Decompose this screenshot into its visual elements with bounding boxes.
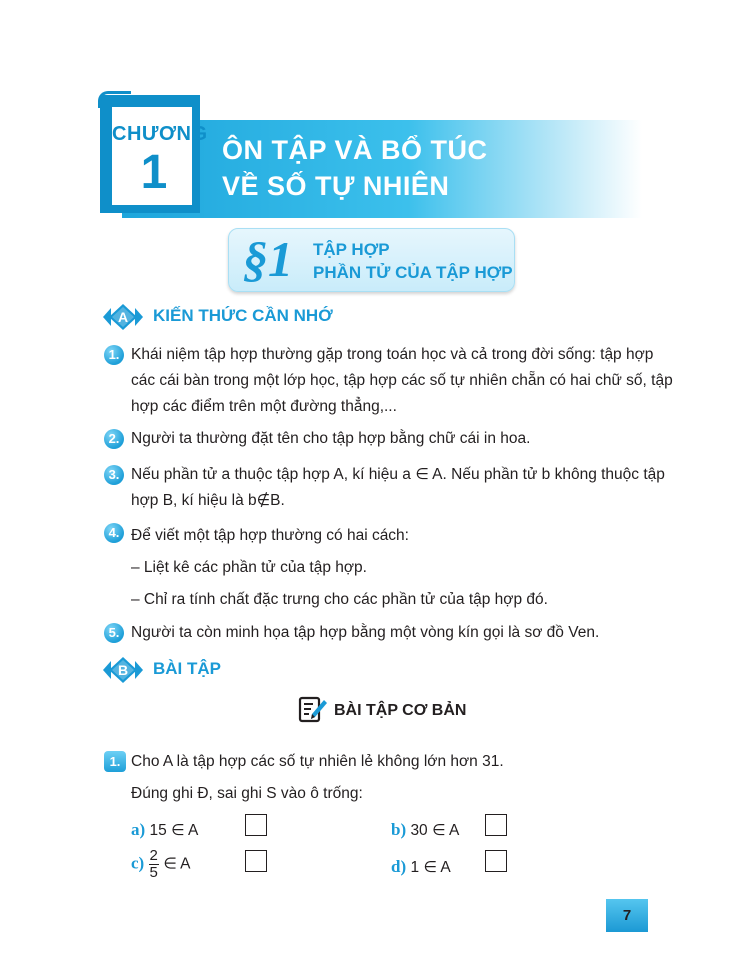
option-a (131, 820, 198, 840)
option-d (391, 857, 451, 877)
option-label: c) (131, 853, 145, 873)
badge-a-icon (101, 302, 145, 332)
part-b-title: BÀI TẬP (153, 659, 221, 678)
chapter-badge (100, 95, 208, 213)
section-symbol: §1 (243, 231, 293, 287)
page-number: 7 (606, 899, 648, 932)
section-header (228, 228, 515, 292)
item-text: Để viết một tập hợp thường có hai cách: – Liệt kê các phần tử của tập hợp. – Chỉ ra tính chất đặc trưng cho các phần tử của tập hợp đó. (131, 527, 548, 608)
item-number: 5. (104, 623, 124, 643)
option-expression: 1 ∈ A (410, 859, 451, 876)
option-expression: ∈ A (163, 855, 191, 873)
item-text: Người ta còn minh họa tập hợp bằng một vòng kín gọi là sơ đồ Ven. (131, 624, 600, 641)
chapter-title-line1: ÔN TẬP VÀ BỔ TÚC (222, 135, 488, 165)
notepad-pencil-icon (298, 694, 328, 724)
fraction-denominator: 5 (149, 864, 158, 881)
option-expression: 30 ∈ A (410, 822, 460, 839)
answer-box-a[interactable] (245, 814, 267, 836)
chapter-label: CHƯƠNG (112, 123, 208, 145)
item-text: Nếu phần tử a thuộc tập hợp A, kí hiệu a ∈ A. Nếu phần tử b không thuộc tập hợp B, kí hiệu là b∉B. (131, 466, 665, 509)
badge-a-letter: A (117, 309, 129, 325)
item-number: 2. (104, 429, 124, 449)
option-label: a) (131, 820, 146, 839)
answer-box-b[interactable] (485, 814, 507, 836)
section-title-line2: PHẦN TỬ CỦA TẬP HỢP (313, 263, 513, 282)
section-title-line1: TẬP HỢP (313, 240, 390, 259)
item-text: Khái niệm tập hợp thường gặp trong toán học và cả trong đời sống: tập hợp các cái bàn trong một lớp học, tập hợp các số tự nhiên chẵn có hai chữ số, tập hợp các điểm trên một đường thẳng,... (131, 346, 673, 415)
chapter-number: 1 (140, 146, 168, 199)
option-c (131, 848, 190, 881)
option-b (391, 820, 459, 840)
answer-box-c[interactable] (245, 850, 267, 872)
badge-b-icon (101, 655, 145, 685)
chapter-title-line2: VỀ SỐ TỰ NHIÊN (222, 171, 450, 201)
answer-box-d[interactable] (485, 850, 507, 872)
section-title (313, 238, 513, 284)
item-text: Người ta thường đặt tên cho tập hợp bằng chữ cái in hoa. (131, 430, 531, 447)
exercise-number: 1. (104, 751, 126, 772)
item-number: 4. (104, 523, 124, 543)
fraction-numerator: 2 (149, 847, 158, 864)
option-label: b) (391, 820, 407, 839)
option-expression: 15 ∈ A (149, 822, 199, 839)
item-number: 3. (104, 465, 124, 485)
chapter-title (222, 132, 488, 204)
badge-b-letter: B (117, 662, 129, 678)
item-number: 1. (104, 345, 124, 365)
option-label: d) (391, 857, 407, 876)
exercise-text: Cho A là tập hợp các số tự nhiên lẻ không lớn hơn 31. Đúng ghi Đ, sai ghi S vào ô trống: (131, 753, 504, 802)
basic-exercises-title: BÀI TẬP CƠ BẢN (334, 702, 467, 719)
fraction (149, 848, 159, 881)
part-a-title: KIẾN THỨC CẦN NHỚ (153, 306, 333, 325)
